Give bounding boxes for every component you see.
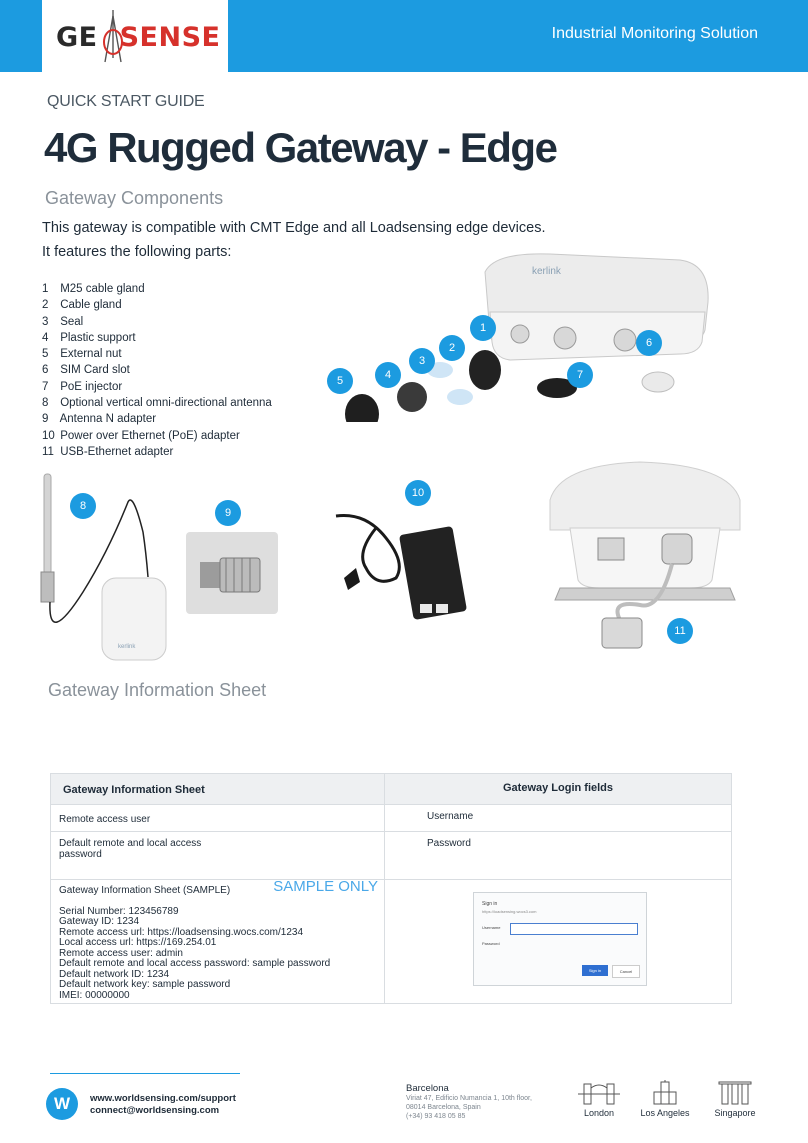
table-cell: Default remote and local access password — [51, 832, 385, 879]
part-badge: 2 — [439, 335, 465, 361]
table-cell: Password — [427, 838, 471, 849]
sample-title: Gateway Information Sheet (SAMPLE) — [59, 885, 231, 896]
login-preview-cancel-button: Cancel — [612, 965, 640, 978]
part-badge: 7 — [567, 362, 593, 388]
part-badge: 6 — [636, 330, 662, 356]
info-sheet-heading: Gateway Information Sheet — [48, 680, 267, 700]
city-hall-icon — [650, 1080, 680, 1106]
sample-only-label: SAMPLE ONLY — [273, 878, 378, 895]
sample-line: Default network ID: 1234 — [59, 968, 170, 980]
n-adapter-icon — [186, 532, 278, 614]
office-city: Barcelona — [406, 1083, 449, 1094]
branch-label: Los Angeles — [640, 1108, 690, 1118]
login-preview-username-label: Username — [482, 925, 501, 930]
part-badge: 11 — [667, 618, 693, 644]
login-preview — [473, 892, 647, 986]
table-header-cell: Gateway Login fields — [502, 782, 614, 794]
list-item: 5 External nut — [42, 348, 122, 361]
gateway-bottom-illustration — [540, 460, 745, 655]
logo-part-sense: SENSE — [119, 22, 221, 53]
office-line: 08014 Barcelona, Spain — [406, 1104, 481, 1111]
tower-bridge-icon — [578, 1080, 620, 1106]
sample-line: Local access url: https://169.254.01 — [59, 937, 217, 948]
part-badge: 9 — [215, 500, 241, 526]
poe-injector-illustration — [326, 508, 476, 628]
part-badge: 10 — [405, 480, 431, 506]
sample-line: Serial Number: 123456789 — [59, 905, 179, 917]
footer-contacts — [90, 1093, 236, 1117]
office-phone: (+34) 93 418 05 85 — [406, 1113, 466, 1120]
table-row — [51, 832, 731, 880]
login-preview-title: Sign in — [482, 901, 498, 907]
list-item: 10 Power over Ethernet (PoE) adapter — [42, 429, 240, 442]
device-brand-text: kerlink — [532, 266, 561, 277]
sample-line: Remote access user: admin — [59, 947, 183, 959]
office-line: Viriat 47, Edificio Numancia 1, 10th floor, — [406, 1095, 532, 1102]
list-item: 7 PoE injector — [42, 380, 123, 393]
header-tagline: Industrial Monitoring Solution — [551, 25, 758, 42]
part-badge: 8 — [70, 493, 96, 519]
list-item: 6 SIM Card slot — [42, 364, 130, 377]
login-preview-cell — [385, 880, 731, 1003]
branch-label: Singapore — [714, 1108, 756, 1118]
office-address — [406, 1084, 532, 1121]
part-badge: 4 — [375, 362, 401, 388]
support-link[interactable]: www.worldsensing.com/support — [90, 1093, 236, 1104]
footer-rule — [50, 1073, 240, 1074]
sample-line: IMEI: 00000000 — [59, 989, 130, 1001]
intro-line-2: It features the following parts: — [42, 244, 232, 260]
table-cell: Remote access user — [51, 805, 385, 831]
branch-los-angeles — [640, 1080, 690, 1118]
sample-line: Gateway ID: 1234 — [59, 916, 140, 927]
components-heading: Gateway Components — [45, 188, 224, 208]
table-row — [51, 805, 731, 832]
list-item: 9 Antenna N adapter — [42, 413, 157, 426]
part-badge: 5 — [327, 368, 353, 394]
sample-line: Default remote and local access password: sample password — [59, 958, 331, 969]
email-link[interactable]: connect@worldsensing.com — [90, 1105, 220, 1116]
worldsensing-logo: W — [46, 1088, 78, 1120]
page-title: 4G Rugged Gateway - Edge — [44, 124, 557, 171]
list-item: 1 M25 cable gland — [42, 283, 145, 295]
parts-list — [42, 281, 272, 460]
branch-label: London — [583, 1108, 615, 1118]
table-cell: Username — [427, 811, 474, 822]
login-preview-signin-button: Sign in — [582, 965, 608, 976]
list-item: 11 USB-Ethernet adapter — [42, 445, 174, 458]
branch-london — [578, 1080, 620, 1118]
login-preview-url: https://loadsensing.wocs3.com — [482, 909, 537, 914]
gateway-info-table — [50, 773, 732, 1004]
sample-line: Remote access url: https://loadsensing.wocs.com/1234 — [59, 926, 304, 938]
list-item: 2 Cable gland — [42, 299, 122, 312]
logo-part-ge: GE — [56, 22, 98, 53]
table-header-cell: Gateway Information Sheet — [51, 774, 385, 804]
n-adapter-photo — [186, 532, 278, 614]
branch-singapore — [710, 1080, 760, 1118]
part-badge: 3 — [409, 348, 435, 374]
svg-text:kerlink: kerlink — [118, 644, 136, 650]
gateway-exploded-illustration — [320, 242, 720, 422]
eyebrow-label: QUICK START GUIDE — [47, 93, 205, 110]
sample-info-cell — [51, 880, 385, 1003]
list-item: 3 Seal — [42, 315, 84, 328]
marina-bay-icon — [717, 1080, 753, 1106]
table-row — [51, 880, 731, 1003]
sample-line: Default network key: sample password — [59, 979, 231, 990]
logo-wordmark — [56, 22, 221, 53]
antenna-illustration — [38, 472, 178, 664]
intro-line-1: This gateway is compatible with CMT Edge and all Loadsensing edge devices. — [42, 220, 546, 236]
list-item: 8 Optional vertical omni-directional antenna — [42, 397, 272, 410]
login-preview-username-input — [510, 923, 638, 935]
part-badge: 1 — [470, 315, 496, 341]
login-preview-password-label: Password — [482, 941, 500, 946]
list-item: 4 Plastic support — [42, 331, 136, 344]
table-header-row — [51, 774, 731, 805]
